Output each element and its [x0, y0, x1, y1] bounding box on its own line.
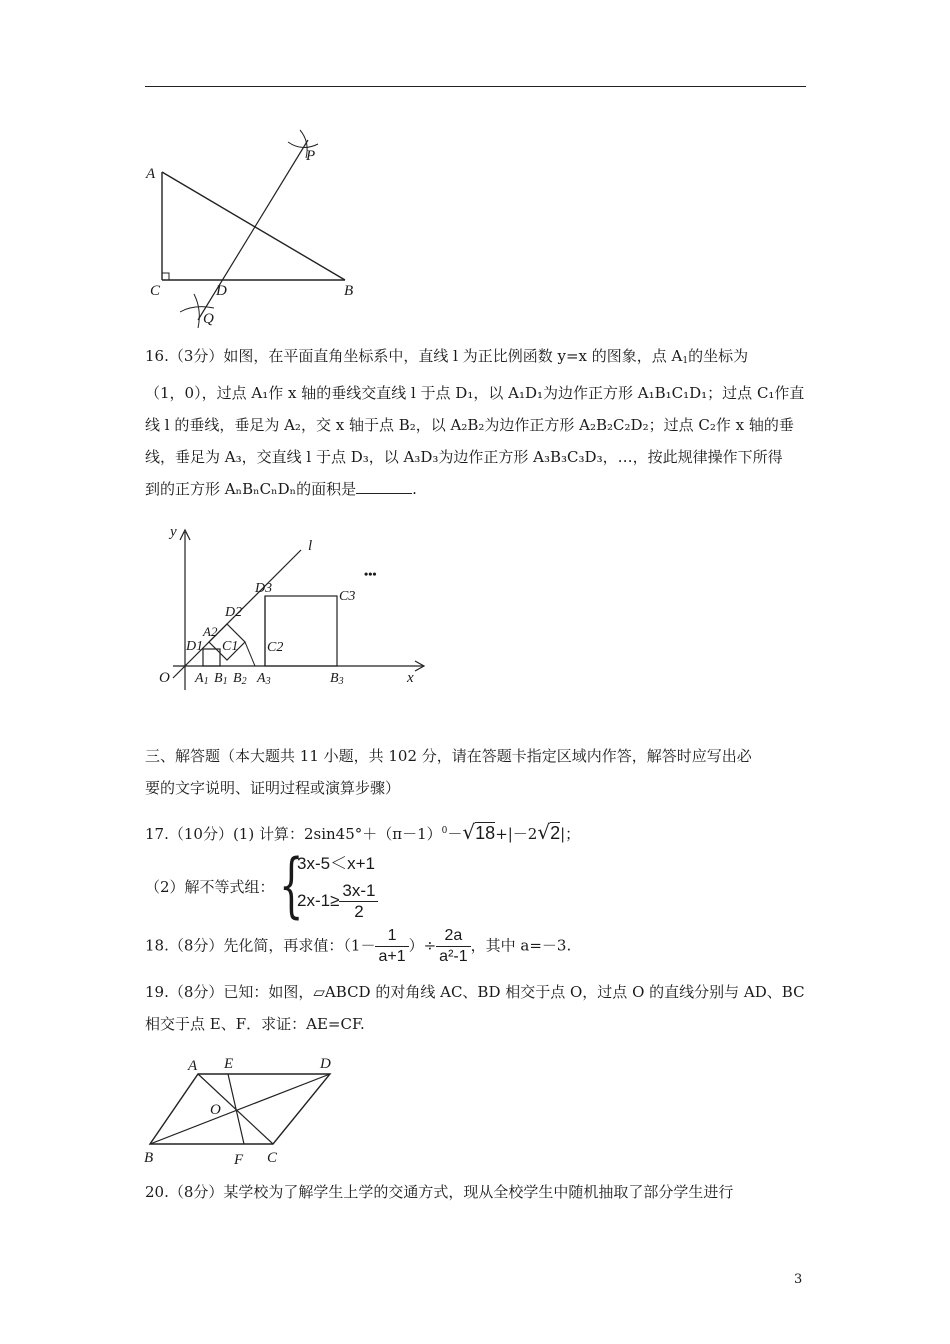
q17-part1-text: 17.（10分）(1) 计算：2sin45°＋（π－1） [145, 825, 442, 843]
label-C: C [267, 1150, 278, 1166]
sqrt-sign-icon-2: √ [537, 820, 551, 844]
sqrt-sign-icon: √ [462, 820, 476, 844]
label-P: P [306, 148, 316, 164]
q16-line2: （1，0），过点 A₁作 x 轴的垂线交直线 l 于点 D₁，以 A₁D₁为边作正方形 A₁B₁C₁D₁；过点 C₁作直 [145, 384, 805, 402]
label-D: D [320, 1056, 331, 1072]
label-C: C [150, 283, 161, 299]
diagonal-BD [150, 1074, 330, 1144]
label-O: O [210, 1102, 221, 1118]
label-C3: C3 [339, 589, 356, 604]
section-3-heading [145, 740, 810, 804]
q18-mid: ）÷ [408, 936, 437, 955]
q18-frac1-den: a+1 [378, 948, 406, 965]
ellipsis-dots: ••• [364, 567, 377, 581]
label-B: B [344, 283, 354, 299]
square-1 [203, 649, 220, 666]
question-18 [145, 926, 571, 967]
q16-line1-end: 的坐标为 [688, 347, 749, 365]
label-D2: D2 [225, 605, 243, 620]
axis-label-x: x [407, 670, 414, 686]
q17-exponent: 0 [441, 826, 448, 836]
q16-line1-sub: 1 [682, 356, 689, 366]
q19-line2: 相交于点 E、F．求证：AE=CF. [145, 1015, 365, 1033]
arc-mark-q2 [194, 294, 199, 328]
answer-blank[interactable] [356, 479, 412, 494]
label-O: O [159, 670, 170, 686]
perp-c1-b2 [245, 642, 255, 666]
q20-line1: 20.（8分）某学校为了解学生上学的交通方式，现从全校学生中随机抽取了部分学生进行 [145, 1183, 734, 1201]
inequality-2-den: 2 [354, 902, 364, 921]
q17-abs: +|－2 [495, 825, 538, 843]
label-B3: B3 [330, 671, 344, 687]
label-D3: D3 [255, 581, 273, 596]
q16-line1: 16.（3分）如图，在平面直角坐标系中，直线 l 为正比例函数 y=x 的图象，点 A [145, 347, 683, 365]
label-A1: A1 [195, 671, 209, 687]
label-A2: A2 [203, 624, 218, 639]
q16-line4: 线，垂足为 A₃，交直线 l 于点 D₃，以 A₃D₃为边作正方形 A₃B₃C₃D₃，…，按此规律操作下所得 [145, 448, 783, 466]
header-rule [145, 86, 806, 87]
parallelogram-figure [140, 1052, 360, 1170]
label-B1: B1 [214, 671, 228, 687]
q16-line5: 到的正方形 AₙBₙCₙDₙ的面积是 [145, 480, 357, 498]
q16-line3: 线 l 的垂线，垂足为 A₂，交 x 轴于点 B₂，以 A₂B₂为边作正方形 A₂B₂C₂D₂；过点 C₂作 x 轴的垂 [145, 416, 794, 434]
section3-line2: 要的文字说明、证明过程或演算步骤） [145, 779, 401, 797]
square-3 [265, 596, 337, 666]
axis-label-y: y [170, 524, 177, 540]
label-F: F [234, 1152, 244, 1168]
inequality-2 [297, 881, 378, 922]
q17-end: |； [560, 825, 581, 843]
inequality-1: 3x-5＜x+1 [297, 854, 375, 873]
q18-pre: 18.（8分）先化简，再求值：（1－ [145, 936, 376, 955]
question-20 [145, 1176, 810, 1208]
q18-frac2-num: 2a [436, 926, 470, 947]
q18-frac2-den: a²-1 [439, 948, 468, 965]
right-angle-mark [162, 273, 169, 280]
label-l: l [308, 538, 313, 554]
q17-minus: － [447, 825, 463, 843]
q16-line5-end: . [412, 480, 417, 498]
label-B: B [144, 1150, 154, 1166]
label-B2: B2 [233, 671, 247, 687]
label-A3: A3 [257, 671, 271, 687]
label-D1: D1 [186, 639, 204, 654]
page-number: 3 [794, 1272, 803, 1287]
q17-part2-label: （2）解不等式组： [145, 878, 275, 896]
triangle-construction-figure [140, 120, 370, 335]
section3-line1: 三、解答题（本大题共 11 小题，共 102 分，请在答题卡指定区域内作答，解答时应写出必 [145, 747, 752, 765]
left-brace-icon: { [279, 844, 304, 926]
label-D: D [216, 283, 227, 299]
bisector-line-PQ [198, 140, 308, 320]
q17-part1 [145, 820, 580, 844]
inequality-2-num: 3x-1 [339, 881, 378, 902]
label-A: A [146, 166, 156, 182]
q17-radicand-18: 18 [475, 823, 496, 843]
segment-AB [162, 172, 345, 280]
question-16 [145, 340, 810, 505]
coordinate-squares-figure [145, 520, 435, 695]
arc-mark-p1 [288, 142, 318, 148]
label-Q: Q [203, 311, 214, 327]
label-C1: C1 [222, 639, 239, 654]
question-19 [145, 976, 810, 1040]
label-A: A [188, 1058, 198, 1074]
q18-post: ，其中 a=－3. [470, 936, 572, 955]
label-E: E [224, 1056, 234, 1072]
q18-frac1-num: 1 [375, 926, 408, 947]
q19-line1: 19.（8分）已知：如图，▱ABCD 的对角线 AC、BD 相交于点 O，过点 O 的直线分别与 AD、BC [145, 983, 805, 1001]
inequality-2-lhs: 2x-1≥ [297, 890, 340, 910]
q17-radicand-2: 2 [550, 823, 561, 843]
label-C2: C2 [267, 640, 284, 655]
